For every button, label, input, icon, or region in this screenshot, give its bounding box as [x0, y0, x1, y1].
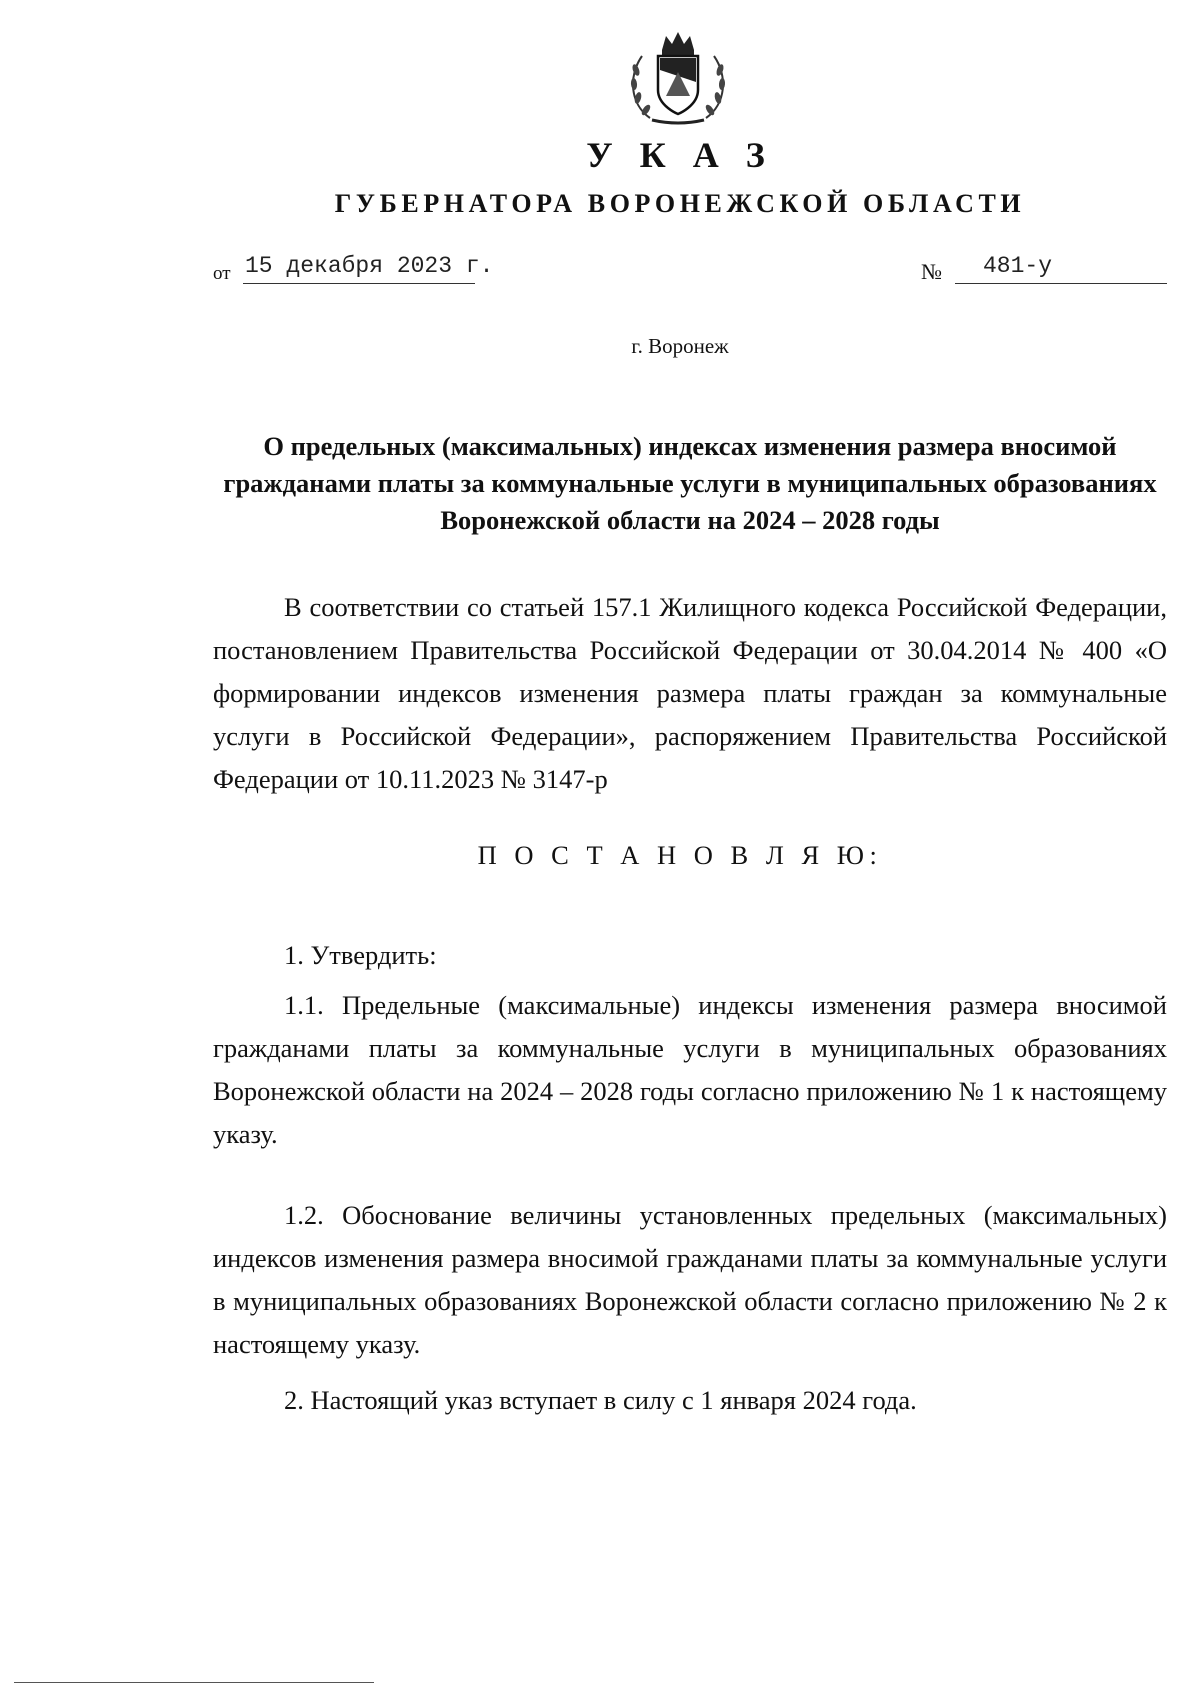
item-1-2: 1.2. Обоснование величины установленных предельных (максимальных) индексов изменения размера вносимой гражданами платы за коммунальные услуги в муниципальных образованиях Воронежской области согласно приложению № 2 к настоящему указу.: [213, 1200, 1167, 1359]
item-1: 1. Утвердить:: [284, 940, 437, 970]
document-place: г. Воронеж: [631, 334, 729, 358]
document-title: У К А З: [586, 135, 774, 175]
date-prefix: от: [213, 263, 231, 284]
footer-rule: [14, 1682, 374, 1683]
coat-of-arms-emblem: [622, 26, 734, 126]
item-1-1: 1.1. Предельные (максимальные) индексы изменения размера вносимой гражданами платы за коммунальные услуги в муниципальных образованиях Воронежской области на 2024 – 2028 годы согласно приложению № 1 к настоящему указу.: [213, 990, 1167, 1149]
item-2: 2. Настоящий указ вступает в силу с 1 января 2024 года.: [284, 1385, 917, 1415]
document-heading: О предельных (максимальных) индексах изменения размера вносимой гражданами платы за коммунальные услуги в муниципальных образованиях Воронежской области на 2024 – 2028 годы: [223, 431, 1157, 535]
number-prefix: №: [921, 259, 942, 284]
date-value: 15 декабря 2023 г.: [245, 253, 494, 279]
number-underline: [955, 283, 1167, 284]
date-number-row: [213, 253, 1167, 293]
preamble-paragraph: В соответствии со статьей 157.1 Жилищного кодекса Российской Федерации, постановлением Правительства Российской Федерации от 30.04.2014 № 400 «О формировании индексов изменения размера платы граждан за коммунальные услуги в Российской Федерации», распоряжением Правительства Российской Федерации от 10.11.2023 № 3147-р: [213, 592, 1167, 794]
document-subtitle: ГУБЕРНАТОРА ВОРОНЕЖСКОЙ ОБЛАСТИ: [334, 189, 1026, 218]
date-underline: [243, 283, 475, 284]
number-value: 481-у: [983, 253, 1053, 279]
resolve-word: П О С Т А Н О В Л Я Ю:: [477, 840, 883, 870]
